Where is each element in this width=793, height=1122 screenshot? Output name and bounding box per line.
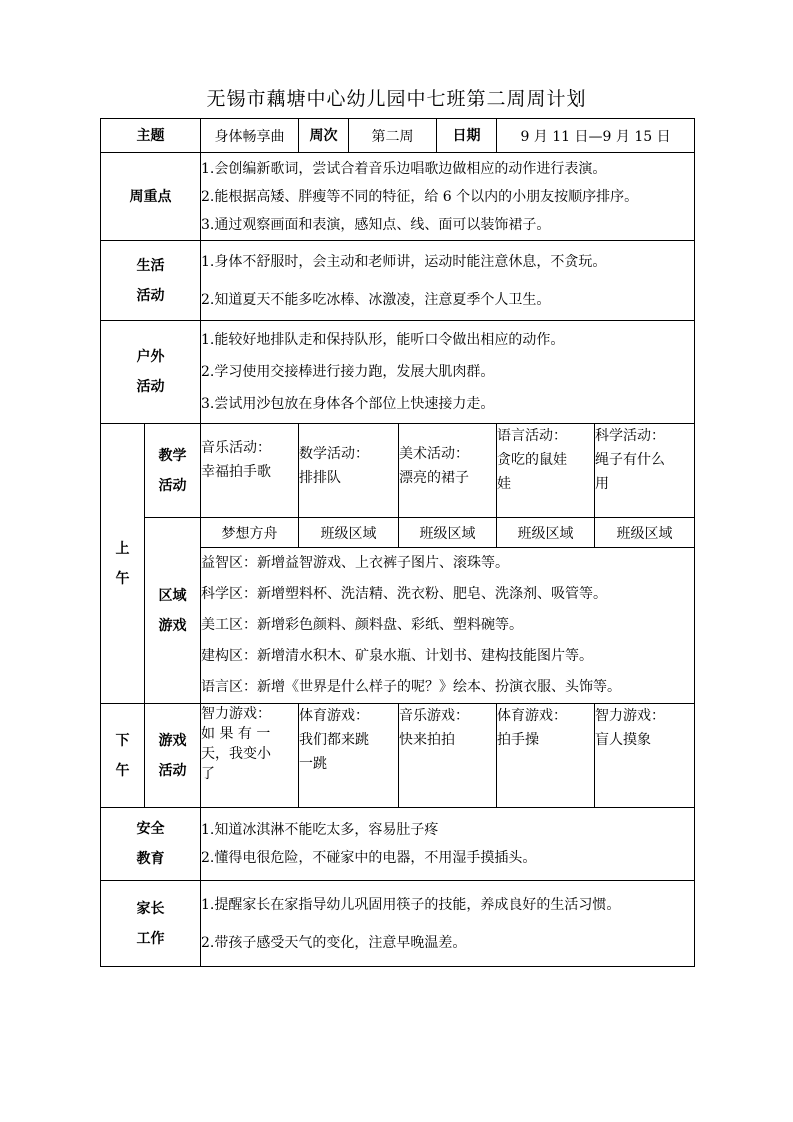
area-header-cell: 班级区域 (399, 518, 497, 548)
activity-type: 语言活动： (497, 428, 567, 444)
theme-value: 身体畅享曲 (201, 119, 299, 153)
area-header-cell: 梦想方舟 (201, 518, 299, 548)
date-label: 日期 (437, 119, 497, 153)
outdoor-item: 2.学习使用交接棒进行接力跑，发展大肌肉群。 (201, 364, 495, 380)
activity-type: 数学活动： (299, 446, 369, 462)
game-type: 音乐游戏： (399, 708, 469, 724)
life-label-line: 生活 (136, 257, 165, 274)
activity-name: 漂亮的裙子 (399, 470, 469, 486)
area-header-cell: 班级区域 (299, 518, 399, 548)
parents-content (201, 881, 695, 967)
outdoor-row (101, 321, 695, 424)
teaching-label-line: 教学 (158, 447, 187, 464)
activity-name: 用 (595, 476, 609, 492)
activity-type: 音乐活动： (201, 440, 271, 456)
activity-name: 娃 (497, 476, 511, 492)
activity-type: 科学活动： (595, 428, 665, 444)
area-item: 建构区：新增清水积木、矿泉水瓶、计划书、建构技能图片等。 (201, 648, 593, 664)
area-header-cell: 班级区域 (595, 518, 695, 548)
game-name: 快来拍拍 (399, 732, 455, 748)
games-label-line: 游戏 (158, 732, 187, 749)
safety-content (201, 808, 695, 881)
life-item: 2.知道夏天不能多吃冰棒、冰激凌，注意夏季个人卫生。 (201, 291, 551, 308)
weekly-focus-item: 2.能根据高矮、胖瘦等不同的特征，给 6 个以内的小朋友按顺序排序。 (201, 188, 639, 205)
life-row (101, 241, 695, 321)
parents-label (101, 881, 201, 967)
game-type: 智力游戏： (201, 706, 271, 722)
teaching-row (101, 424, 695, 518)
area-label-line: 区域 (158, 587, 187, 604)
safety-item: 2.懂得电很危险，不碰家中的电器，不用湿手摸插头。 (201, 850, 537, 866)
safety-label-line: 教育 (136, 851, 165, 867)
life-item: 1.身体不舒服时，会主动和老师讲，运动时能注意休息，不贪玩。 (201, 253, 607, 270)
week-label: 周次 (299, 119, 349, 153)
morning-label-line: 午 (115, 570, 130, 587)
teaching-activity (399, 424, 497, 518)
activity-type: 美术活动： (399, 446, 469, 462)
game-type: 智力游戏： (595, 708, 665, 724)
safety-label-line: 安全 (136, 821, 165, 837)
safety-label (101, 808, 201, 881)
game-name: 一跳 (299, 756, 327, 772)
teaching-activity (497, 424, 595, 518)
page-title: 无锡市藕塘中心幼儿园中七班第二周周计划 (206, 88, 587, 110)
parents-item: 1.提醒家长在家指导幼儿巩固用筷子的技能，养成良好的生活习惯。 (201, 896, 621, 913)
area-content (201, 548, 695, 704)
outdoor-item: 1.能较好地排队走和保持队形，能听口令做出相应的动作。 (201, 332, 565, 348)
game-name: 我们都来跳 (299, 732, 369, 748)
area-header-cell: 班级区域 (497, 518, 595, 548)
area-item: 美工区：新增彩色颜料、颜料盘、彩纸、塑料碗等。 (201, 617, 523, 633)
area-item: 科学区：新增塑料杯、洗洁精、洗衣粉、肥皂、洗涤剂、吸管等。 (201, 586, 607, 602)
outdoor-label-line: 活动 (136, 379, 165, 395)
game-name: 天，我变小 (201, 746, 271, 762)
date-value: 9 月 11 日—9 月 15 日 (497, 119, 695, 153)
afternoon-game (595, 704, 695, 808)
game-name: 拍手操 (497, 732, 539, 748)
parents-item: 2.带孩子感受天气的变化，注意早晚温差。 (201, 934, 467, 951)
games-label-line: 活动 (158, 762, 187, 779)
weekly-focus-item: 1.会创编新歌词，尝试合着音乐边唱歌边做相应的动作进行表演。 (201, 160, 607, 177)
area-header-row (101, 518, 695, 548)
outdoor-label-line: 户外 (136, 349, 165, 365)
area-item: 语言区：新增《世界是什么样子的呢？》绘本、扮演衣服、头饰等。 (201, 679, 621, 695)
area-item: 益智区：新增益智游戏、上衣裤子图片、滚珠等。 (201, 555, 509, 571)
weekly-focus-content (201, 153, 695, 241)
weekly-focus-item: 3.通过观察画面和表演，感知点、线、面可以装饰裙子。 (201, 216, 551, 233)
game-name: 如 果 有 一 (201, 726, 271, 742)
teaching-activity (201, 424, 299, 518)
outdoor-content (201, 321, 695, 424)
game-name: 盲人摸象 (595, 732, 651, 748)
safety-row (101, 808, 695, 881)
afternoon-label-line: 下 (115, 732, 130, 749)
afternoon-game (201, 704, 299, 808)
weekly-plan-table (100, 118, 695, 967)
afternoon-label-line: 午 (115, 762, 130, 779)
game-type: 体育游戏： (299, 708, 369, 724)
life-content (201, 241, 695, 321)
area-label (145, 518, 201, 704)
header-row (101, 119, 695, 153)
parents-label-line: 工作 (136, 930, 165, 947)
theme-label: 主题 (101, 119, 201, 153)
activity-name: 幸福拍手歌 (201, 464, 271, 480)
life-label-line: 活动 (136, 287, 165, 304)
outdoor-item: 3.尝试用沙包放在身体各个部位上快速接力走。 (201, 396, 495, 412)
afternoon-game (399, 704, 497, 808)
teaching-activity (595, 424, 695, 518)
morning-label (101, 424, 145, 704)
activity-name: 绳子有什么 (595, 452, 665, 468)
weekly-focus-label: 周重点 (101, 153, 201, 241)
activity-name: 排排队 (299, 470, 341, 486)
afternoon-game (497, 704, 595, 808)
parents-label-line: 家长 (136, 900, 165, 917)
area-label-line: 游戏 (158, 617, 187, 634)
safety-item: 1.知道冰淇淋不能吃太多，容易肚子疼 (201, 822, 439, 838)
afternoon-label (101, 704, 145, 808)
afternoon-row (101, 704, 695, 808)
activity-name: 贪吃的鼠娃 (497, 452, 567, 468)
afternoon-game (299, 704, 399, 808)
week-value: 第二周 (349, 119, 437, 153)
game-name: 了 (201, 766, 215, 782)
life-label (101, 241, 201, 321)
teaching-activity (299, 424, 399, 518)
parents-row (101, 881, 695, 967)
teaching-label (145, 424, 201, 518)
morning-label-line: 上 (115, 540, 130, 557)
outdoor-label (101, 321, 201, 424)
teaching-label-line: 活动 (158, 477, 187, 494)
game-type: 体育游戏： (497, 708, 567, 724)
weekly-focus-row (101, 153, 695, 241)
games-label (145, 704, 201, 808)
